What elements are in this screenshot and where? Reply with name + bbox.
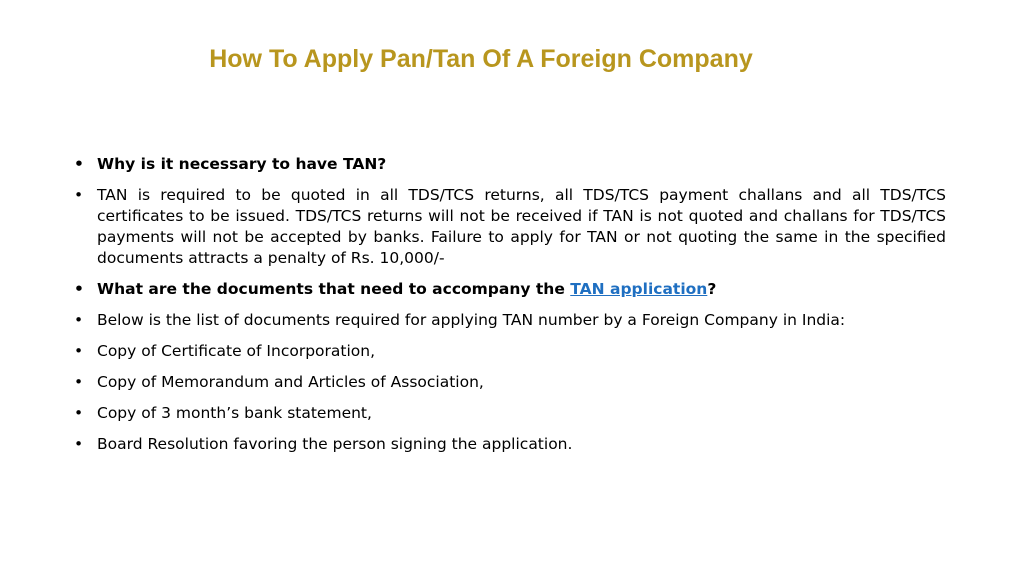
list-item-text: Copy of Memorandum and Articles of Association,	[97, 373, 484, 391]
list-item-document	[74, 372, 946, 393]
list-item-document	[74, 403, 946, 424]
bullet-icon: •	[74, 280, 84, 298]
list-item-document	[74, 434, 946, 455]
list-item-question-documents	[74, 279, 946, 300]
list-item-tan-requirement	[74, 185, 946, 269]
list-item-text: Copy of 3 month’s bank statement,	[97, 404, 372, 422]
bullet-icon: •	[74, 155, 84, 173]
list-item-text: What are the documents that need to accompany the	[97, 280, 571, 298]
list-item-documents-intro	[74, 310, 946, 331]
page-title: How To Apply Pan/Tan Of A Foreign Company	[209, 45, 753, 73]
list-item-text: Copy of Certificate of Incorporation,	[97, 342, 376, 360]
list-item-document	[74, 341, 946, 362]
bullet-icon: •	[74, 435, 84, 453]
bullet-icon: •	[74, 311, 84, 329]
list-item-text: Why is it necessary to have TAN?	[97, 155, 387, 173]
bullet-icon: •	[74, 186, 84, 204]
list-item-text: Board Resolution favoring the person signing the application.	[97, 435, 573, 453]
list-item-text: Below is the list of documents required for applying TAN number by a Foreign Company in India:	[97, 311, 846, 329]
list-item-question-why-tan	[74, 154, 946, 175]
tan-application-link[interactable]: TAN application	[570, 280, 708, 298]
bullet-icon: •	[74, 342, 84, 360]
bullet-list	[74, 154, 946, 465]
list-item-text-suffix: ?	[707, 280, 717, 298]
bullet-icon: •	[74, 404, 84, 422]
bullet-icon: •	[74, 373, 84, 391]
list-item-text: TAN is required to be quoted in all TDS/TCS returns, all TDS/TCS payment challans and all TDS/TCS certificates to be issued. TDS/TCS returns will not be received if TAN is not quoted and challans for TDS/TCS payments will not be accepted by banks. Failure to apply for TAN or not quoting the same in the specified documents attracts a penalty of Rs. 10,000/-	[97, 186, 946, 267]
